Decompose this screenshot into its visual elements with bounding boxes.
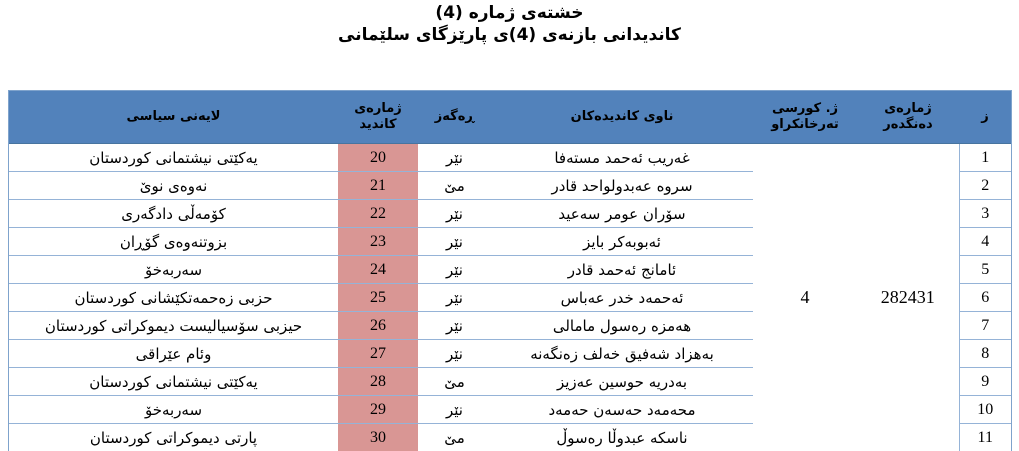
cell-index: 9: [959, 368, 1011, 396]
cell-index: 2: [959, 172, 1011, 200]
title-line-1: خشتەی ژمارە (4): [435, 3, 584, 23]
cell-candidate-name: ئامانج ئەحمد قادر: [491, 256, 753, 284]
cell-political-party: وئام عێراقی: [9, 340, 338, 368]
cell-political-party: نەوەی نوێ: [9, 172, 338, 200]
cell-index: 10: [959, 396, 1011, 424]
cell-political-party: یەكێتی نیشتمانی كوردستان: [9, 368, 338, 396]
table-row: [9, 144, 1011, 172]
cell-candidate-name: بەدریە حوسین عەزیز: [491, 368, 753, 396]
header-gender: ڕەگەز: [418, 91, 491, 144]
header-row: [9, 91, 1011, 144]
cell-gender: نێر: [418, 312, 491, 340]
cell-political-party: بزوتنەوەی گۆڕان: [9, 228, 338, 256]
title-line-2: كاندیدانی بازنەی (4)ی پارێزگای سلێمانی: [338, 25, 681, 46]
cell-candidate-number: 29: [338, 396, 418, 424]
candidates-table-container: [8, 90, 1012, 451]
cell-gender: نێر: [418, 228, 491, 256]
cell-gender: نێر: [418, 200, 491, 228]
cell-candidate-number: 20: [338, 144, 418, 172]
header-candidate-name: ناوی كاندیدەكان: [491, 91, 753, 144]
header-index: ز: [959, 91, 1011, 144]
cell-gender: مێ: [418, 172, 491, 200]
cell-candidate-name: ناسكە عبدوڵا رەسوڵ: [556, 428, 688, 447]
cell-political-party: حیزبی سۆسیالیست دیموكراتی كوردستان: [9, 312, 338, 340]
header-voter-number: ژمارەی دەنگدەر: [857, 91, 959, 144]
cell-candidate-name: غەریب ئەحمد مستەفا: [491, 144, 753, 172]
cell-gender: نێر: [418, 284, 491, 312]
cell-candidate-name: بەهزاد شەفیق خەلف زەنگەنە: [491, 340, 753, 368]
header-reserved-seats: ژ. كورسی تەرخانكراو: [753, 91, 857, 144]
cell-candidate-number: 30: [338, 424, 418, 451]
cell-index: 5: [959, 256, 1011, 284]
cell-gender: نێر: [418, 340, 491, 368]
cell-gender: نێر: [418, 256, 491, 284]
cell-index: 4: [959, 228, 1011, 256]
cell-gender: مێ: [418, 368, 491, 396]
cell-political-party: یەكێتی نیشتمانی كوردستان: [9, 144, 338, 172]
cell-candidate-number: 21: [338, 172, 418, 200]
cell-candidate-number: 26: [338, 312, 418, 340]
cell-candidate-number: 24: [338, 256, 418, 284]
cell-political-party: حزبی زەحمەتكێشانی كوردستان: [9, 284, 338, 312]
cell-candidate-number: 22: [338, 200, 418, 228]
cell-candidate-name: سروە عەبدولواحد قادر: [491, 172, 753, 200]
cell-index: 7: [959, 312, 1011, 340]
cell-political-party: سەربەخۆ: [9, 256, 338, 284]
cell-gender: نێر: [418, 396, 491, 424]
cell-candidate-name: ئەحمەد خدر عەباس: [491, 284, 753, 312]
cell-gender: نێر: [418, 144, 491, 172]
header-candidate-number: ژمارەی كاندید: [338, 91, 418, 144]
header-political-party: لایەنی سیاسی: [9, 91, 338, 144]
cell-political-party: كۆمەڵی دادگەری: [9, 200, 338, 228]
cell-candidate-number: 25: [338, 284, 418, 312]
page-title: [0, 2, 1019, 47]
cell-candidate-name: هەمزە رەسول مامالی: [491, 312, 753, 340]
cell-candidate-name: محەمەد حەسەن حەمەد: [491, 396, 753, 424]
cell-index: 8: [959, 340, 1011, 368]
cell-voter-number-merged: 282431: [880, 287, 935, 307]
cell-candidate-name: ئەبوبەكر بایز: [491, 228, 753, 256]
cell-candidate-name: سۆران عومر سەعید: [491, 200, 753, 228]
cell-candidate-number: 23: [338, 228, 418, 256]
cell-political-party: سەربەخۆ: [9, 396, 338, 424]
cell-index: 6: [959, 284, 1011, 312]
cell-index: 1: [959, 144, 1011, 172]
cell-candidate-number: 28: [338, 368, 418, 396]
cell-reserved-seats-merged: 4: [800, 287, 810, 307]
cell-index: 11: [959, 424, 1011, 451]
cell-political-party: پارتی دیموكراتی كوردستان: [89, 428, 258, 447]
cell-candidate-number: 27: [338, 340, 418, 368]
candidates-table: [9, 91, 1011, 451]
cell-gender: مێ: [444, 428, 465, 447]
cell-index: 3: [959, 200, 1011, 228]
